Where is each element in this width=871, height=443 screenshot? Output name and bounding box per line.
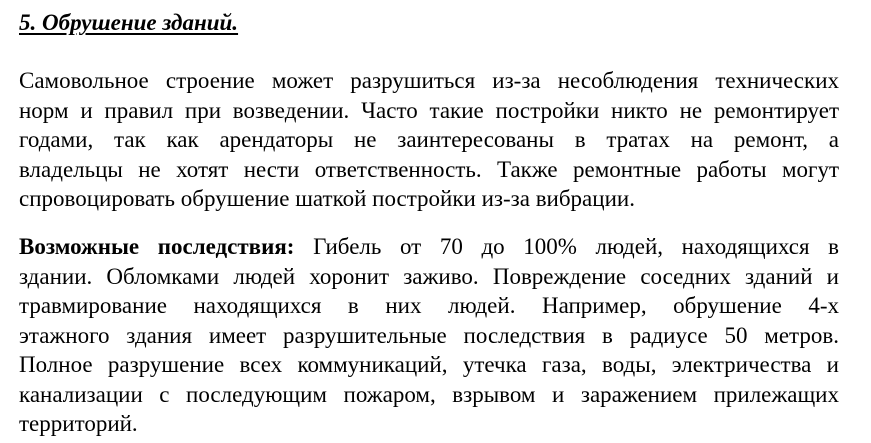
text-line: владельцы не хотят нести ответственность. Также ремонтные работы могут <box>19 156 839 182</box>
text-line: годами, так как арендаторы не заинтересованы в тратах на ремонт, а <box>19 127 839 152</box>
text-line: Самовольное строение может разрушиться из-за несоблюдения технических <box>19 68 839 93</box>
text-line: канализации с последующим пожаром, взрывом и заражением прилежащих <box>19 381 839 407</box>
text-line: здании. Обломками людей хоронит заживо. Повреждение соседних зданий и <box>19 263 839 289</box>
consequences-label: Возможные последствия: <box>19 234 295 259</box>
text-line: спровоцировать обрушение шаткой постройки из-за вибрации. <box>19 186 635 211</box>
text-line: Полное разрушение всех коммуникаций, утечка газа, воды, электричества и <box>19 352 839 377</box>
section-heading: 5. Обрушение зданий. <box>19 10 239 35</box>
paragraph-description <box>19 66 839 214</box>
text-line: травмирование находящихся в них людей. Например, обрушение 4-х <box>19 293 839 318</box>
text-line-first <box>19 232 839 262</box>
text-line: территорий. <box>19 411 138 436</box>
consequences-text-start: Гибель от 70 до 100% людей, находящихся в <box>294 234 839 259</box>
text-line: норм и правил при возведении. Часто такие постройки никто не ремонтирует <box>19 97 839 123</box>
paragraph-consequences <box>19 232 839 439</box>
text-line: этажного здания имеет разрушительные последствия в радиусе 50 метров. <box>19 322 839 348</box>
